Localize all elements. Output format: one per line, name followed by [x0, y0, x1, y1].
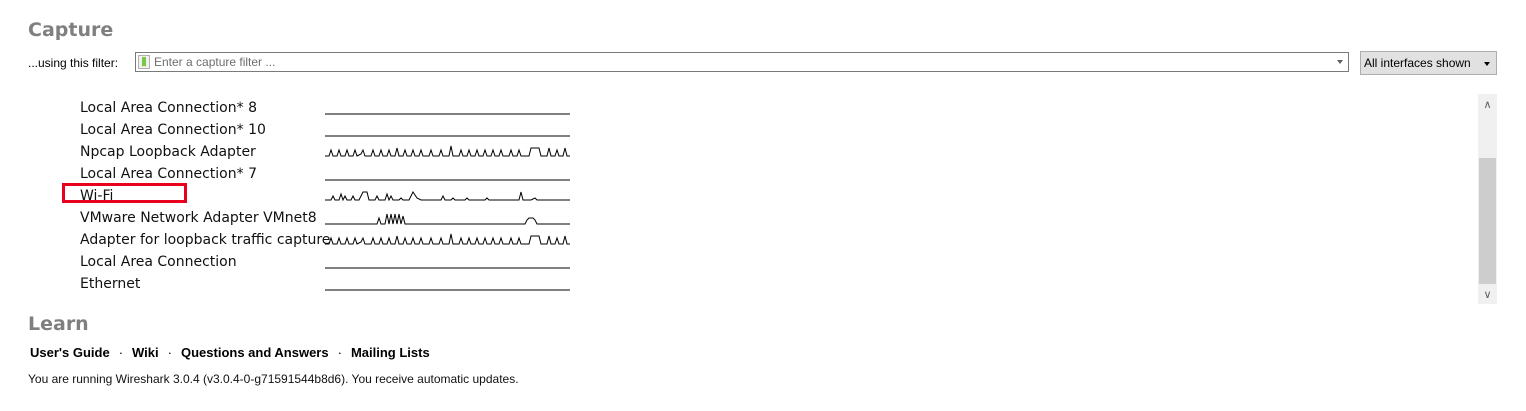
- interface-name: Wi-Fi: [80, 188, 114, 204]
- traffic-sparkline: [325, 252, 570, 270]
- interface-name: VMware Network Adapter VMnet8: [80, 210, 317, 226]
- interface-row[interactable]: [80, 272, 580, 294]
- interfaces-shown-label: All interfaces shown: [1364, 56, 1471, 70]
- mailing-lists-link[interactable]: Mailing Lists: [350, 345, 430, 360]
- scrollbar-thumb[interactable]: [1479, 158, 1496, 284]
- dropdown-arrow-icon: [1484, 62, 1490, 66]
- interface-row[interactable]: [80, 118, 580, 140]
- wifi-highlight-box: [62, 183, 187, 203]
- learn-links: [30, 345, 430, 360]
- wiki-link[interactable]: Wiki: [132, 345, 159, 360]
- capture-filter-row: [28, 52, 1498, 74]
- traffic-sparkline: [325, 230, 570, 248]
- link-separator: ·: [118, 345, 124, 360]
- interface-row[interactable]: [80, 228, 580, 250]
- traffic-sparkline: [325, 164, 570, 182]
- interface-list-scrollbar[interactable]: [1478, 94, 1497, 304]
- traffic-sparkline: [325, 186, 570, 204]
- traffic-sparkline: [325, 120, 570, 138]
- interface-list: [0, 94, 1500, 304]
- traffic-sparkline: [325, 98, 570, 116]
- filter-bookmark-icon[interactable]: [138, 55, 150, 69]
- interface-row[interactable]: [80, 140, 580, 162]
- interface-row[interactable]: [80, 96, 580, 118]
- version-status-text: You are running Wireshark 3.0.4 (v3.0.4-0-g71591544b8d6). You receive automatic updates.: [28, 372, 519, 386]
- interface-row[interactable]: [80, 162, 580, 184]
- scroll-up-icon[interactable]: ∧: [1483, 98, 1492, 111]
- interface-name: Local Area Connection* 7: [80, 166, 257, 182]
- interface-name: Adapter for loopback traffic capture: [80, 232, 331, 248]
- link-separator: ·: [337, 345, 342, 360]
- capture-filter-combobox[interactable]: [135, 52, 1349, 72]
- scroll-down-icon[interactable]: ∨: [1483, 288, 1492, 301]
- questions-answers-link[interactable]: Questions and Answers: [180, 345, 329, 360]
- interface-row[interactable]: [80, 250, 580, 272]
- link-separator: ·: [167, 345, 172, 360]
- traffic-sparkline: [325, 208, 570, 226]
- chevron-down-icon[interactable]: [1337, 60, 1343, 64]
- interface-name: Local Area Connection* 10: [80, 122, 266, 138]
- users-guide-link[interactable]: User's Guide: [30, 345, 110, 360]
- capture-section-title: Capture: [28, 19, 114, 41]
- interface-name: Ethernet: [80, 276, 141, 292]
- interface-name: Npcap Loopback Adapter: [80, 144, 256, 160]
- interfaces-shown-dropdown[interactable]: [1360, 51, 1497, 75]
- filter-label: ...using this filter:: [28, 56, 119, 70]
- interface-row[interactable]: [80, 206, 580, 228]
- interface-name: Local Area Connection* 8: [80, 100, 257, 116]
- interface-name: Local Area Connection: [80, 254, 237, 270]
- capture-filter-input[interactable]: [154, 54, 1324, 70]
- learn-section-title: Learn: [28, 313, 89, 335]
- traffic-sparkline: [325, 274, 570, 292]
- traffic-sparkline: [325, 142, 570, 160]
